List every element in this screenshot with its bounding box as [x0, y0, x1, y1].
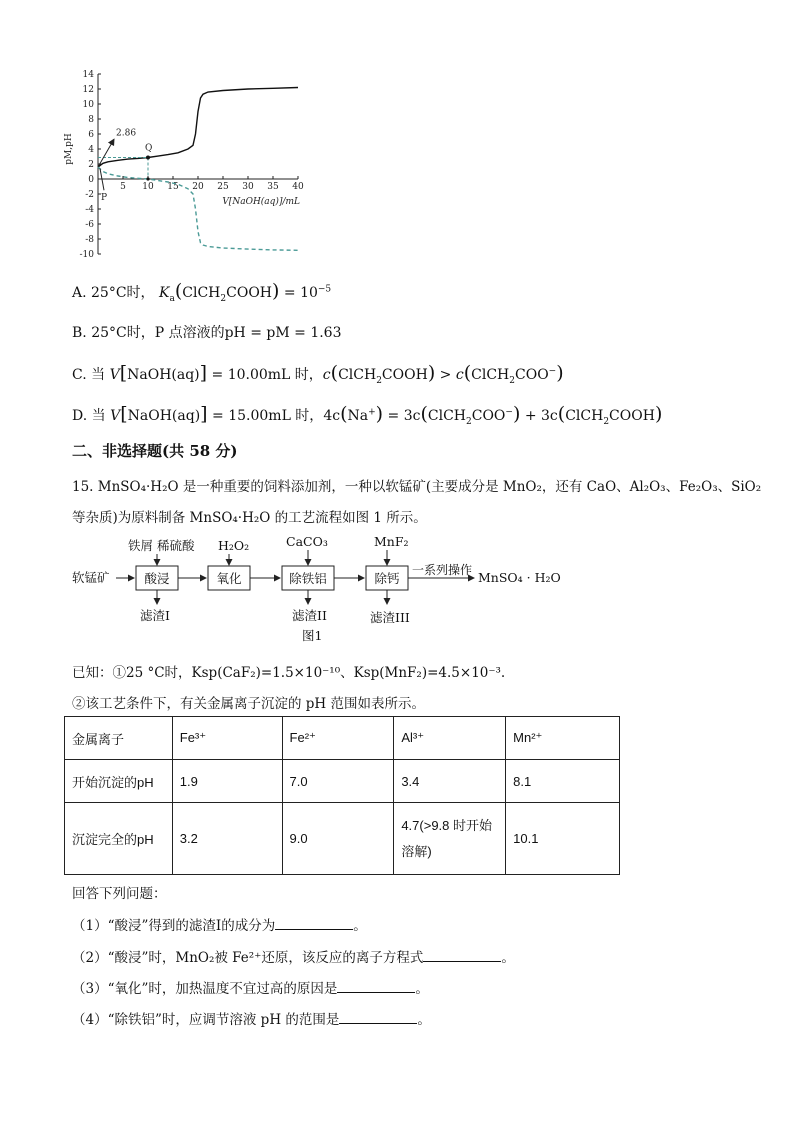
flow-residue-3: 滤渣III — [370, 610, 410, 625]
option-d-s1-tail: COO — [471, 408, 506, 424]
question-2-end: 。 — [501, 950, 515, 966]
flow-box-acid-leach-label: 酸浸 — [144, 571, 170, 586]
option-a-ka: K — [159, 285, 170, 301]
x-tick-label: 15 — [167, 182, 179, 192]
option-d-s1-sub: 2 — [466, 416, 472, 427]
option-c-s2-sup: − — [548, 366, 557, 377]
option-c-prefix: C. 当 — [72, 367, 106, 383]
table-cell: 4.7(>9.8 时开始溶解) — [394, 803, 506, 875]
flow-caption: 图1 — [302, 628, 323, 643]
flow-box-oxidation-label: 氧化 — [216, 571, 242, 586]
option-c-s1-tail: COOH — [381, 367, 428, 383]
start-value-label: 2.86 — [116, 128, 137, 139]
option-c-c1: c — [322, 367, 331, 383]
point-q-label: Q — [145, 143, 153, 154]
question-1-text: （1）“酸浸”得到的滤渣I的成分为 — [72, 918, 276, 934]
option-c-s1-sub: 2 — [376, 375, 382, 386]
x-tick-label: 20 — [192, 182, 204, 192]
option-c-s2-sub: 2 — [509, 375, 515, 386]
question-4-end: 。 — [417, 1012, 431, 1028]
process-flow-diagram — [70, 534, 570, 649]
table-cell: 9.0 — [282, 803, 394, 875]
table-cell: 7.0 — [282, 760, 394, 803]
flow-product: MnSO₄ · H₂O — [478, 570, 561, 585]
flow-box-remove-fe-al-label: 除铁铝 — [289, 571, 327, 586]
y-tick-label: -6 — [85, 220, 94, 230]
table-cell: 开始沉淀的pH — [65, 760, 173, 803]
answer-blank-1[interactable] — [275, 917, 353, 930]
answer-blank-3[interactable] — [337, 980, 415, 993]
table-cell: 沉淀完全的pH — [65, 803, 173, 875]
ph-range-table — [64, 716, 620, 875]
table-cell: 1.9 — [172, 760, 282, 803]
y-tick-label: 14 — [82, 70, 94, 80]
question-2 — [72, 946, 515, 966]
flow-input-2: H₂O₂ — [218, 538, 250, 553]
option-c-s2-tail: COO — [515, 367, 549, 383]
point-q-marker — [146, 156, 150, 160]
table-header-cell: Al³⁺ — [394, 717, 506, 760]
option-d-s2: ClCH — [565, 408, 604, 424]
option-d-s1: ClCH — [427, 408, 466, 424]
option-c-reagent: NaOH(aq) — [127, 367, 200, 383]
flow-start-label: 软锰矿 — [72, 570, 110, 585]
option-d-ion: Na — [347, 408, 369, 424]
option-c-eq: = 10.00mL 时， — [207, 367, 323, 383]
x-tick-label: 5 — [120, 182, 126, 192]
table-header-cell: Fe²⁺ — [282, 717, 394, 760]
known-1: 已知：①25 °C时，Ksp(CaF₂)=1.5×10⁻¹⁰、Ksp(MnF₂)=4.5×10⁻³. — [72, 665, 506, 681]
option-d-plus: + 3c — [520, 408, 558, 424]
question-4-text: （4）“除铁铝”时，应调节溶液 pH 的范围是 — [72, 1012, 340, 1028]
x-tick-label: 30 — [242, 182, 254, 192]
question-1-end: 。 — [353, 918, 367, 934]
y-tick-label: 12 — [82, 85, 94, 95]
question-2-text: （2）“酸浸”时，MnO₂被 Fe²⁺还原，该反应的离子方程式 — [72, 950, 424, 966]
option-d-coef1: 4c — [323, 408, 341, 424]
question-3-end: 。 — [415, 981, 429, 997]
titration-chart — [60, 64, 320, 264]
x-tick-label: 10 — [142, 182, 154, 192]
option-c-s2: ClCH — [471, 367, 510, 383]
option-d-s2-tail: COOH — [609, 408, 655, 424]
y-tick-label: -4 — [85, 205, 94, 215]
answer-blank-2[interactable] — [423, 949, 501, 962]
flow-input-4: MnF₂ — [374, 534, 409, 549]
flow-input-3: CaCO₃ — [286, 534, 328, 549]
option-a: A. 25°C时， $K_a(ClCH_2COOH) = 10^{-5}$ — [72, 280, 332, 304]
option-a-formula: ClCH — [182, 285, 221, 301]
question-3-text: （3）“氧化”时，加热温度不宜过高的原因是 — [72, 981, 338, 997]
flow-input-1: 铁屑 稀硫酸 — [128, 538, 195, 553]
question-3 — [72, 977, 429, 997]
option-a-exp: −5 — [317, 284, 332, 295]
section-title: 二、非选择题(共 58 分) — [72, 442, 238, 460]
q15-line1: 15. MnSO₄·H₂O 是一种重要的饲料添加剂，一种以软锰矿(主要成分是 MnO₂，还有 CaO、Al₂O₃、Fe₂O₃、SiO₂ — [72, 479, 762, 495]
table-cell: 10.1 — [506, 803, 620, 875]
option-c-s1: ClCH — [338, 367, 377, 383]
option-d: D. 当 V[NaOH(aq)] = 15.00mL 时，4c(Na+) = 3c(ClCH$_2$COO−) + 3c(ClCH$_2$COOH) — [72, 403, 663, 427]
option-a-label: A. 25°C时， — [72, 285, 155, 301]
answer-intro: 回答下列问题： — [72, 886, 167, 901]
option-a-formula-sub: 2 — [220, 293, 227, 304]
table-header-cell: 金属离子 — [65, 717, 173, 760]
origin-label: 0 — [88, 175, 94, 185]
answer-blank-4[interactable] — [339, 1011, 417, 1024]
y-tick-label: 2 — [88, 160, 94, 170]
chart-ticks — [80, 70, 304, 260]
option-c-v: V — [109, 367, 120, 383]
option-d-s2-sub: 2 — [603, 416, 610, 427]
y-tick-label: 4 — [88, 145, 94, 155]
option-c: C. 当 V[NaOH(aq)] = 10.00mL 时，c(ClCH$_2$COOH) > c(ClCH$_2$COO−) — [72, 362, 564, 386]
chart-series — [98, 88, 298, 251]
y-axis-label: pM,pH — [64, 133, 74, 165]
flow-final-op: 一系列操作 — [412, 563, 473, 577]
point-x10-marker — [146, 177, 149, 180]
y-tick-label: 10 — [82, 100, 94, 110]
option-c-c2: c — [455, 367, 464, 383]
option-a-eq: = 10 — [279, 285, 318, 301]
flow-box-remove-ca-label: 除钙 — [374, 571, 400, 586]
table-header-cell: Fe³⁺ — [172, 717, 282, 760]
table-cell: 3.2 — [172, 803, 282, 875]
option-d-reagent: NaOH(aq) — [127, 408, 201, 424]
option-d-ion-sup: + — [368, 407, 376, 418]
flow-residue-1: 滤渣I — [140, 608, 170, 623]
series-ph-line — [98, 88, 298, 168]
option-d-prefix: D. 当 — [72, 408, 106, 424]
x-tick-label: 35 — [267, 182, 279, 192]
option-d-v: V — [110, 408, 121, 424]
table-header-cell: Mn²⁺ — [506, 717, 620, 760]
x-tick-label: 25 — [217, 182, 229, 192]
flow-residue-2: 滤渣II — [292, 608, 327, 623]
table-row — [65, 803, 620, 875]
option-d-s1-sup: − — [505, 407, 513, 418]
option-b: B. 25°C时，P 点溶液的pH = pM = 1.63 — [72, 325, 342, 341]
table-cell: 3.4 — [394, 760, 506, 803]
x-tick-label: 40 — [292, 182, 304, 192]
y-tick-label: -10 — [79, 250, 94, 260]
known-2: ②该工艺条件下，有关金属离子沉淀的 pH 范围如表所示。 — [72, 696, 425, 712]
y-tick-label: -2 — [85, 190, 94, 200]
question-1 — [72, 914, 367, 934]
option-d-eq: = 15.00mL 时， — [207, 408, 324, 424]
x-axis-label: V[NaOH(aq)]/mL — [222, 197, 300, 207]
table-header-row — [65, 717, 620, 760]
y-tick-label: 6 — [88, 130, 94, 140]
table-cell: 8.1 — [506, 760, 620, 803]
option-a-ka-sub: a — [169, 293, 175, 304]
q15-line2: 等杂质)为原料制备 MnSO₄·H₂O 的工艺流程如图 1 所示。 — [72, 510, 427, 526]
option-c-op: > — [435, 367, 456, 383]
option-a-formula-tail: COOH — [226, 285, 273, 301]
y-tick-label: 8 — [88, 115, 94, 125]
question-4 — [72, 1008, 431, 1028]
option-d-mid: = 3c — [383, 408, 421, 424]
table-row — [65, 760, 620, 803]
point-p-label: P — [101, 193, 108, 203]
y-tick-label: -8 — [85, 235, 94, 245]
